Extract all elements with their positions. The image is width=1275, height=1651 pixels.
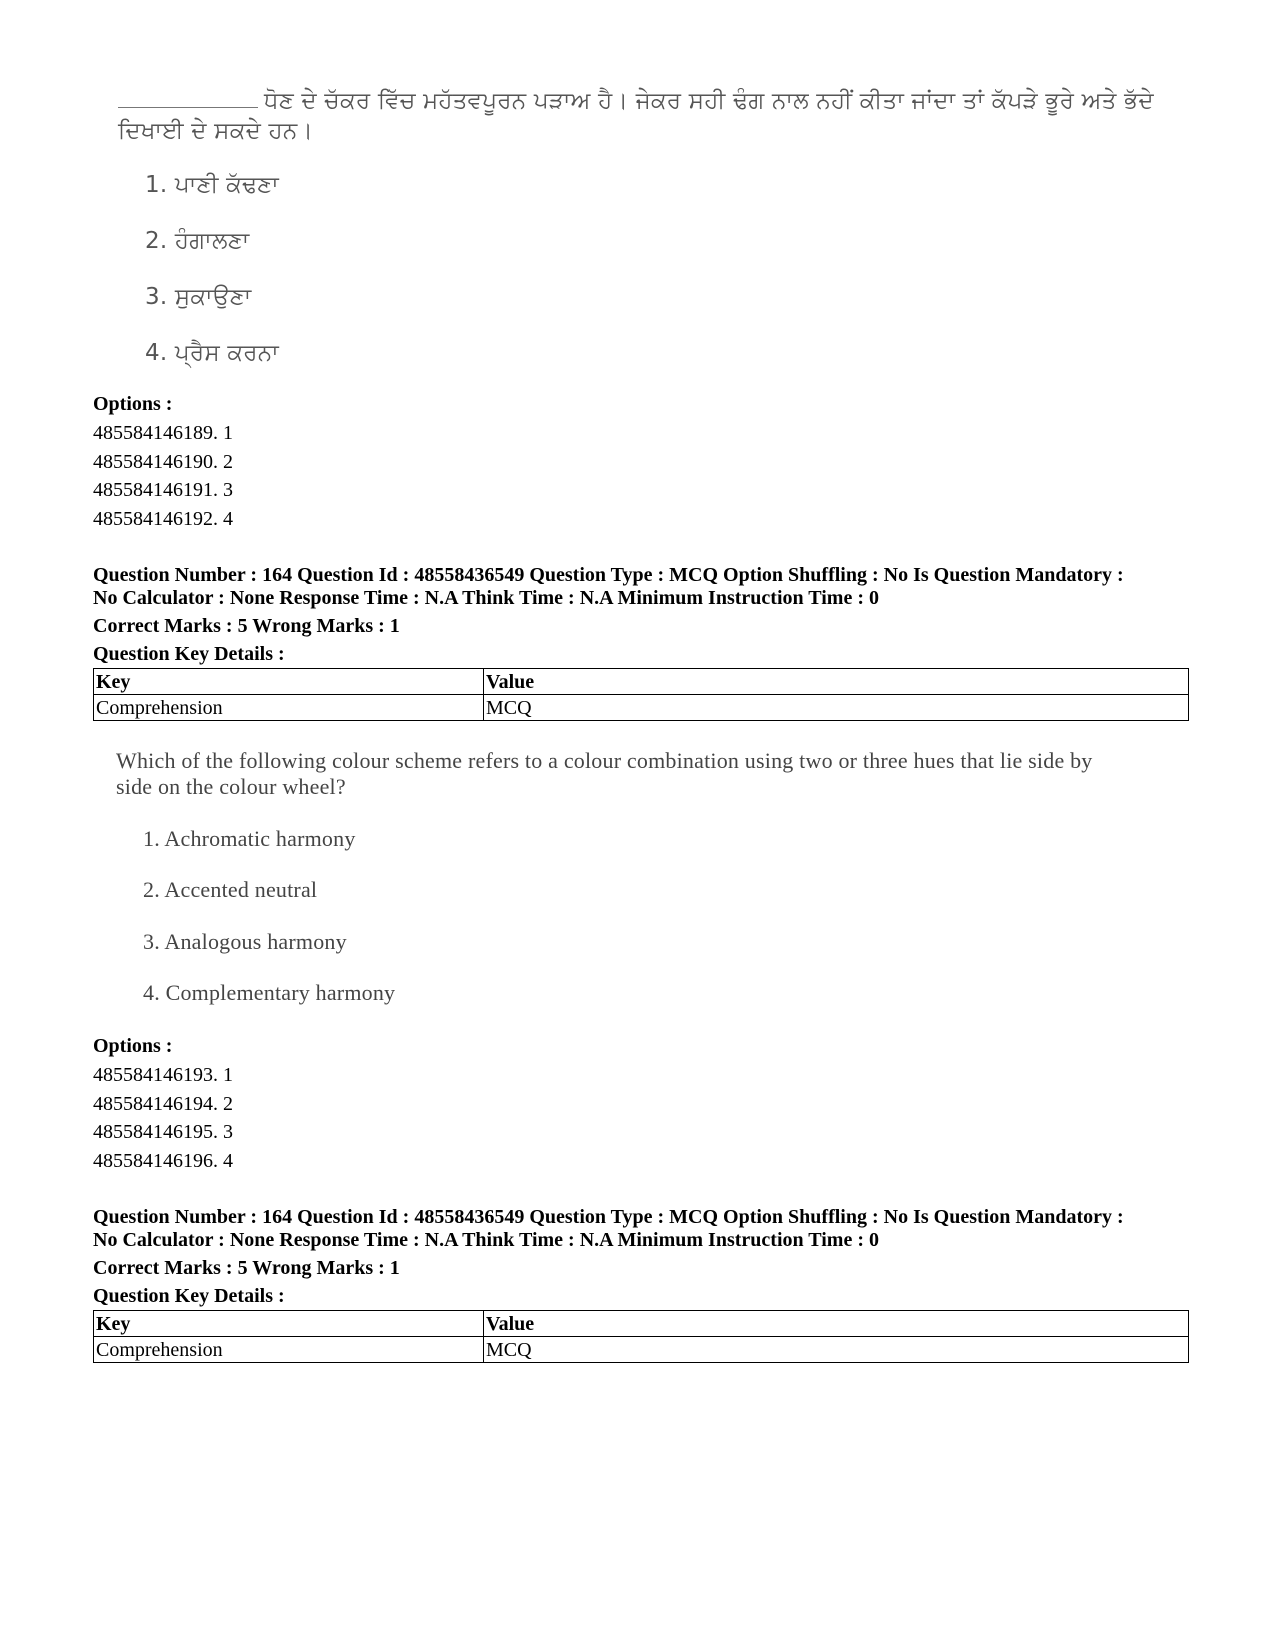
- key-details-label: Question Key Details :: [93, 643, 285, 665]
- marks-line: Correct Marks : 5 Wrong Marks : 1: [93, 1257, 400, 1279]
- option-item: 485584146193. 1: [93, 1064, 233, 1086]
- fill-in-blank: [118, 107, 258, 108]
- table-cell-value: MCQ: [484, 695, 1189, 721]
- question-meta-2: [93, 1206, 1193, 1308]
- table-header-key: Key: [94, 669, 484, 695]
- table-cell-value: MCQ: [484, 1337, 1189, 1363]
- table-row: [94, 695, 1189, 721]
- marks-line: Correct Marks : 5 Wrong Marks : 1: [93, 615, 400, 637]
- choice-pa-2: 2. ਹੰਗਾਲਣਾ: [145, 228, 250, 254]
- choice-pa-3: 3. ਸੁਕਾਉਣਾ: [145, 284, 252, 310]
- question-meta-line1: Question Number : 164 Question Id : 48558436549 Question Type : MCQ Option Shuffling : No Is Question Mandatory :: [93, 1206, 1124, 1228]
- options-label: Options :: [93, 393, 173, 415]
- option-item: 485584146192. 4: [93, 507, 233, 530]
- option-item: 485584146189. 1: [93, 422, 233, 444]
- choice-pa-4: 4. ਪ੍ਰੈਸ ਕਰਨਾ: [145, 340, 279, 366]
- choice-en-4: 4. Complementary harmony: [143, 980, 396, 1005]
- table-header-row: [94, 1311, 1189, 1337]
- table-header-value: Value: [484, 1311, 1189, 1337]
- choice-en-2: 2. Accented neutral: [143, 877, 318, 902]
- options-block-1: [93, 392, 1193, 533]
- table-cell-key: Comprehension: [94, 1337, 484, 1363]
- choice-pa-1: 1. ਪਾਣੀ ਕੱਢਣਾ: [145, 172, 279, 198]
- table-header-value: Value: [484, 669, 1189, 695]
- options-block-2: [93, 1034, 1193, 1175]
- table-header-key: Key: [94, 1311, 484, 1337]
- option-item: 485584146194. 2: [93, 1092, 233, 1115]
- question-stem-pa-text: ਧੋਣ ਦੇ ਚੱਕਰ ਵਿੱਚ ਮਹੱਤਵਪੂਰਨ ਪੜਾਅ ਹੈ। ਜੇਕਰ ਸਹੀ ਢੰਗ ਨਾਲ ਨਹੀਂ ਕੀਤਾ ਜਾਂਦਾ ਤਾਂ ਕੱਪੜੇ ਭੂਰੇ ਅਤੇ ਭੱਦੇ: [264, 88, 1154, 114]
- choice-en-1: 1. Achromatic harmony: [143, 826, 356, 851]
- key-details-table: [93, 1310, 1189, 1363]
- table-cell-key: Comprehension: [94, 695, 484, 721]
- question-meta-1: [93, 564, 1193, 666]
- option-item: 485584146195. 3: [93, 1121, 233, 1143]
- option-item: 485584146196. 4: [93, 1149, 233, 1172]
- table-header-row: [94, 669, 1189, 695]
- key-details-table: [93, 668, 1189, 721]
- option-item: 485584146190. 2: [93, 450, 233, 473]
- choice-en-3: 3. Analogous harmony: [143, 929, 347, 954]
- question-stem-en-line2: side on the colour wheel?: [116, 774, 346, 799]
- question-stem-pa-line2: ਦਿਖਾਈ ਦੇ ਸਕਦੇ ਹਨ।: [118, 118, 314, 144]
- table-row: [94, 1337, 1189, 1363]
- option-item: 485584146191. 3: [93, 479, 233, 501]
- question-stem-en-line1: Which of the following colour scheme refers to a colour combination using two or three hues that lie side by: [116, 748, 1093, 773]
- question-stem-pa-line1: [118, 88, 1154, 114]
- question-meta-line1: Question Number : 164 Question Id : 48558436549 Question Type : MCQ Option Shuffling : No Is Question Mandatory :: [93, 564, 1124, 586]
- options-label: Options :: [93, 1035, 173, 1057]
- question-meta-line2: No Calculator : None Response Time : N.A Think Time : N.A Minimum Instruction Time : 0: [93, 1229, 879, 1251]
- question-meta-line2: No Calculator : None Response Time : N.A Think Time : N.A Minimum Instruction Time : 0: [93, 587, 879, 609]
- key-details-label: Question Key Details :: [93, 1285, 285, 1307]
